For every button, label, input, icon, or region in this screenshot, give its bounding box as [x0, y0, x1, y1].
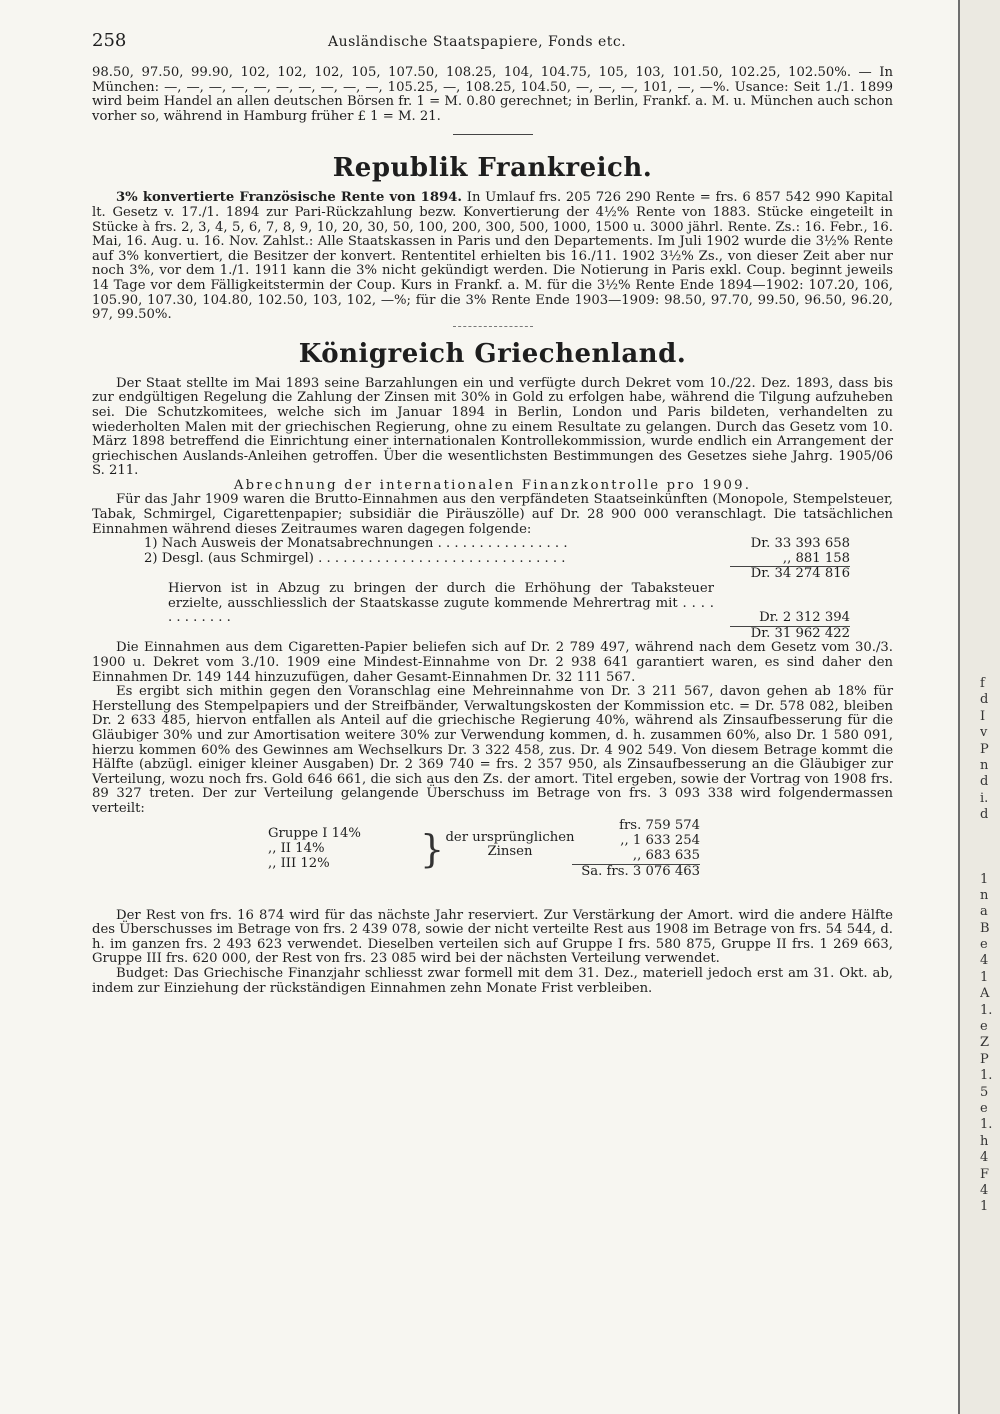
frankreich-lead: 3% konvertierte Französische Rente von 1894. [116, 190, 462, 206]
margin-fragment: 1 [980, 871, 989, 887]
adjacent-page-fragments [980, 676, 1000, 1216]
section-heading-griechenland: Königreich Griechenland. [298, 338, 687, 369]
revenue-ledger [144, 537, 893, 641]
griechenland-paragraph-4: Es ergibt sich mithin gegen den Voranschlag eine Mehreinnahme von Dr. 3 211 567, davon gehen ab 18% für Herstellung des Stempelpapiers und der Streifbänder, Verwaltungskosten der Kommission etc. = Dr. 578 082, bleiben Dr. 2 633 485, hiervon entfallen als Anteil auf die griechische Regierung 40%, während als Zinsaufbesserung für die Gläubiger 30% und zur Amortisation weitere 30% zur Verwendung kommen, d. h. zusammen 60%, also Dr. 1 580 091, hierzu kommen 60% des Gewinnes am Wechselkurs Dr. 3 322 458, zus. Dr. 4 902 549. Von diesem Betrage kommt die Hälfte (abzügl. einiger kleiner Ausgaben) Dr. 2 369 740 = frs. 2 357 950, als Zinsaufbesserung an die Gläubiger zur Verteilung, wozu noch frs. Gold 646 661, die sich aus den Zs. der amort. Titel ergeben, sowie der Vortrag von 1908 frs. 89 327 treten. Der zur Verteilung gelangende Überschuss im Betrage von frs. 3 093 338 wird folgendermassen verteilt: [92, 684, 893, 816]
intro-paragraph: 98.50, 97.50, 99.90, 102, 102, 102, 105, 107.50, 108.25, 104, 104.75, 105, 103, 101.50, 102.25, 102.50%. — In München: —, —, —, —, —, —, —, —, —, —, 105.25, —, 108.25, 104.50, —, —, —, 101, —, —%. Usance: Seit 1./1. 1899 wird beim Handel an allen deutschen Börsen fr. 1 = M. 0.80 gerechnet; in Berlin, Frankf. a. M. u. München auch schon vorher so, während in Hamburg früher £ 1 = M. 21. [92, 65, 893, 124]
margin-fragment: e [980, 1019, 988, 1035]
group-amount: ,, 1 633 254 [620, 832, 700, 848]
margin-fragment: d [980, 692, 989, 708]
margin-fragment: F [980, 1166, 990, 1182]
margin-fragment: e [980, 937, 988, 953]
group-amount: frs. 759 574 [619, 817, 700, 833]
margin-fragment: i. [980, 790, 989, 806]
griechenland-paragraph-1: Der Staat stellte im Mai 1893 seine Barzahlungen ein und verfügte durch Dekret vom 10./22. Dez. 1893, dass bis zur endgültigen Regelung die Zahlung der Zinsen mit 30% in Gold zu erfolgen habe, während die Tilgung aufzuheben sei. Die Schutzkomitees, welche sich im Januar 1894 in Berlin, London und Paris bildeten, verhandelten zu wiederholten Malen mit der griechischen Regierung, ohne zu einem Resultate zu gelangen. Durch das Gesetz vom 10. März 1898 betreffend die Einrichtung einer internationalen Kontrollekommission, wurde endlich ein Arrangement der griechischen Auslands-Anleihen getroffen. Über die wesentlichsten Bestimmungen des Gesetzes siehe Jahrg. 1905/06 S. 211. [92, 375, 893, 479]
running-head: Ausländische Staatspapiere, Fonds etc. [328, 34, 627, 50]
ledger-subtotal: Dr. 34 274 816 [730, 566, 850, 582]
margin-fragment: a [980, 904, 988, 920]
margin-fragment: n [980, 887, 989, 903]
margin-fragment: d [980, 774, 989, 790]
margin-fragment: 1. [980, 1068, 993, 1084]
ledger-label-deduction: Hiervon ist in Abzug zu bringen der durch die Erhöhung der Tabaksteuer erzielte, ausschliesslich der Staatskasse zugute kommende Mehrertrag mit . . . . . . . . . . . . [168, 582, 714, 626]
ledger-value: Dr. 33 393 658 [750, 536, 850, 552]
frankreich-paragraph [92, 191, 893, 322]
ledger-value: Dr. 2 312 394 [759, 610, 850, 626]
margin-fragment: d [980, 807, 989, 823]
griechenland-paragraph-2: Für das Jahr 1909 waren die Brutto-Einnahmen aus den verpfändeten Staatseinkünften (Monopole, Stempelsteuer, Tabak, Schmirgel, Cigarettenpapier; subsidiär die Piräuszölle) auf Dr. 28 900 000 veranschlagt. Die tatsächlichen Einnahmen während dieses Zeitraumes waren dagegen folgende: [92, 492, 893, 537]
margin-fragment: 4 [980, 1150, 989, 1166]
margin-fragment: h [980, 1133, 989, 1149]
group-label: ,, III 12% [268, 855, 330, 871]
group-label: Gruppe I 14% [268, 825, 361, 841]
page-content [92, 66, 893, 996]
group-label: ,, II 14% [268, 840, 325, 856]
margin-fragment: 1. [980, 1117, 993, 1133]
griechenland-paragraph-6: Budget: Das Griechische Finanzjahr schliesst zwar formell mit dem 31. Dez., materiell jedoch erst am 31. Okt. ab, indem zur Einziehung der rückständigen Einnahmen zehn Monate Frist verbleiben. [92, 965, 893, 996]
page-number: 258 [92, 30, 127, 51]
margin-fragment: 1 [980, 1199, 989, 1215]
section-heading-frankreich: Republik Frankreich. [332, 153, 653, 184]
margin-fragment: f [980, 676, 985, 691]
page-header [92, 30, 892, 52]
ledger-label: 1) Nach Ausweis der Monatsabrechnungen . . . . . . . . . . . . . . . . [144, 537, 568, 552]
group-distribution [92, 819, 893, 909]
margin-fragment: n [980, 757, 989, 773]
griechenland-paragraph-3: Die Einnahmen aus dem Cigaretten-Papier beliefen sich auf Dr. 2 789 497, während nach dem Gesetz vom 30./3. 1900 u. Dekret vom 3./10. 1909 eine Mindest-Einnahme von Dr. 2 938 641 garantiert waren, es sind daher den Einnahmen Dr. 149 144 hinzuzufügen, daher Gesamt-Einnahmen Dr. 32 111 567. [92, 640, 893, 685]
ledger-total: Dr. 31 962 422 [730, 626, 850, 642]
margin-fragment: 4 [980, 1182, 989, 1198]
margin-fragment: I [980, 708, 986, 724]
ledger-label [144, 626, 714, 642]
margin-fragment: v [980, 725, 988, 741]
abrechnung-subheading: Abrechnung der internationalen Finanzkontrolle pro 1909. [233, 477, 752, 493]
section-divider-dashed [453, 326, 533, 327]
margin-fragment: 1. [980, 1002, 993, 1018]
griechenland-paragraph-5: Der Rest von frs. 16 874 wird für das nächste Jahr reserviert. Zur Verstärkung der Amort. wird die andere Hälfte des Überschusses im Betrage von frs. 2 439 078, sowie der nicht verteilte Rest aus 1908 im Betrage von frs. 54 544, d. h. im ganzen frs. 2 493 623 verwendet. Dieselben verteilen sich auf Gruppe I frs. 580 875, Gruppe II frs. 1 269 663, Gruppe III frs. 620 000, der Rest von frs. 23 085 wird bei der nächsten Verteilung verwendet. [92, 907, 893, 967]
curly-brace: } [420, 826, 445, 871]
margin-fragment: 5 [980, 1084, 989, 1100]
margin-fragment: P [980, 741, 989, 757]
group-amount: ,, 683 635 [632, 847, 700, 863]
margin-fragment: e [980, 1100, 988, 1116]
group-labels [268, 827, 418, 872]
section-divider [453, 134, 533, 135]
ledger-value: ,, 881 158 [782, 550, 850, 566]
margin-fragment: B [980, 920, 990, 936]
margin-fragment: Z [980, 1035, 990, 1051]
margin-fragment: 1 [980, 969, 989, 985]
margin-fragment: 4 [980, 953, 989, 969]
group-description: der ursprünglichen Zinsen [445, 829, 575, 860]
ledger-label [144, 566, 714, 582]
margin-fragment: P [980, 1051, 989, 1067]
group-total: Sa. frs. 3 076 463 [572, 864, 700, 880]
margin-fragment: A [980, 986, 990, 1002]
group-amounts [572, 819, 700, 880]
ledger-label: 2) Desgl. (aus Schmirgel) . . . . . . . . . . . . . . . . . . . . . . . . . . . . . . [144, 551, 566, 566]
frankreich-text: In Umlauf frs. 205 726 290 Rente = frs. 6 857 542 990 Kapital lt. Gesetz v. 17./1. 1894 zur Pari-Rückzahlung bezw. Konvertierung der 4½% Rente von 1883. Stücke eingeteilt in Stücke à frs. 2, 3, 4, 5, 6, 7, 8, 9, 10, 20, 30, 50, 100, 200, 300, 500, 1000, 1500 u. 3000 jährl. Rente. Zs.: 16. Febr., 16. Mai, 16. Aug. u. 16. Nov. Zahlst.: Alle Staatskassen in Paris und den Departements. Im Juli 1902 wurde die 3½% Rente auf 3% konvertiert, die Besitzer der konvert. Rententitel erhielten bis 16./11. 1902 3½% Zs., von dieser Zeit aber nur noch 3%, vor dem 1./1. 1911 kann die 3% nicht gekündigt werden. Die Notierung in Paris exkl. Coup. beginnt jeweils 14 Tage vor dem Fälligkeitstermin der Coup. Kurs in Frankf. a. M. für die 3½% Rente Ende 1894—1902: 107.20, 106, 105.90, 107.30, 104.80, 102.50, 103, 102, —%; für die 3% Rente Ende 1903—1909: 98.50, 97.70, 99.50, 96.50, 96.20, 97, 99.50%. [92, 190, 893, 323]
